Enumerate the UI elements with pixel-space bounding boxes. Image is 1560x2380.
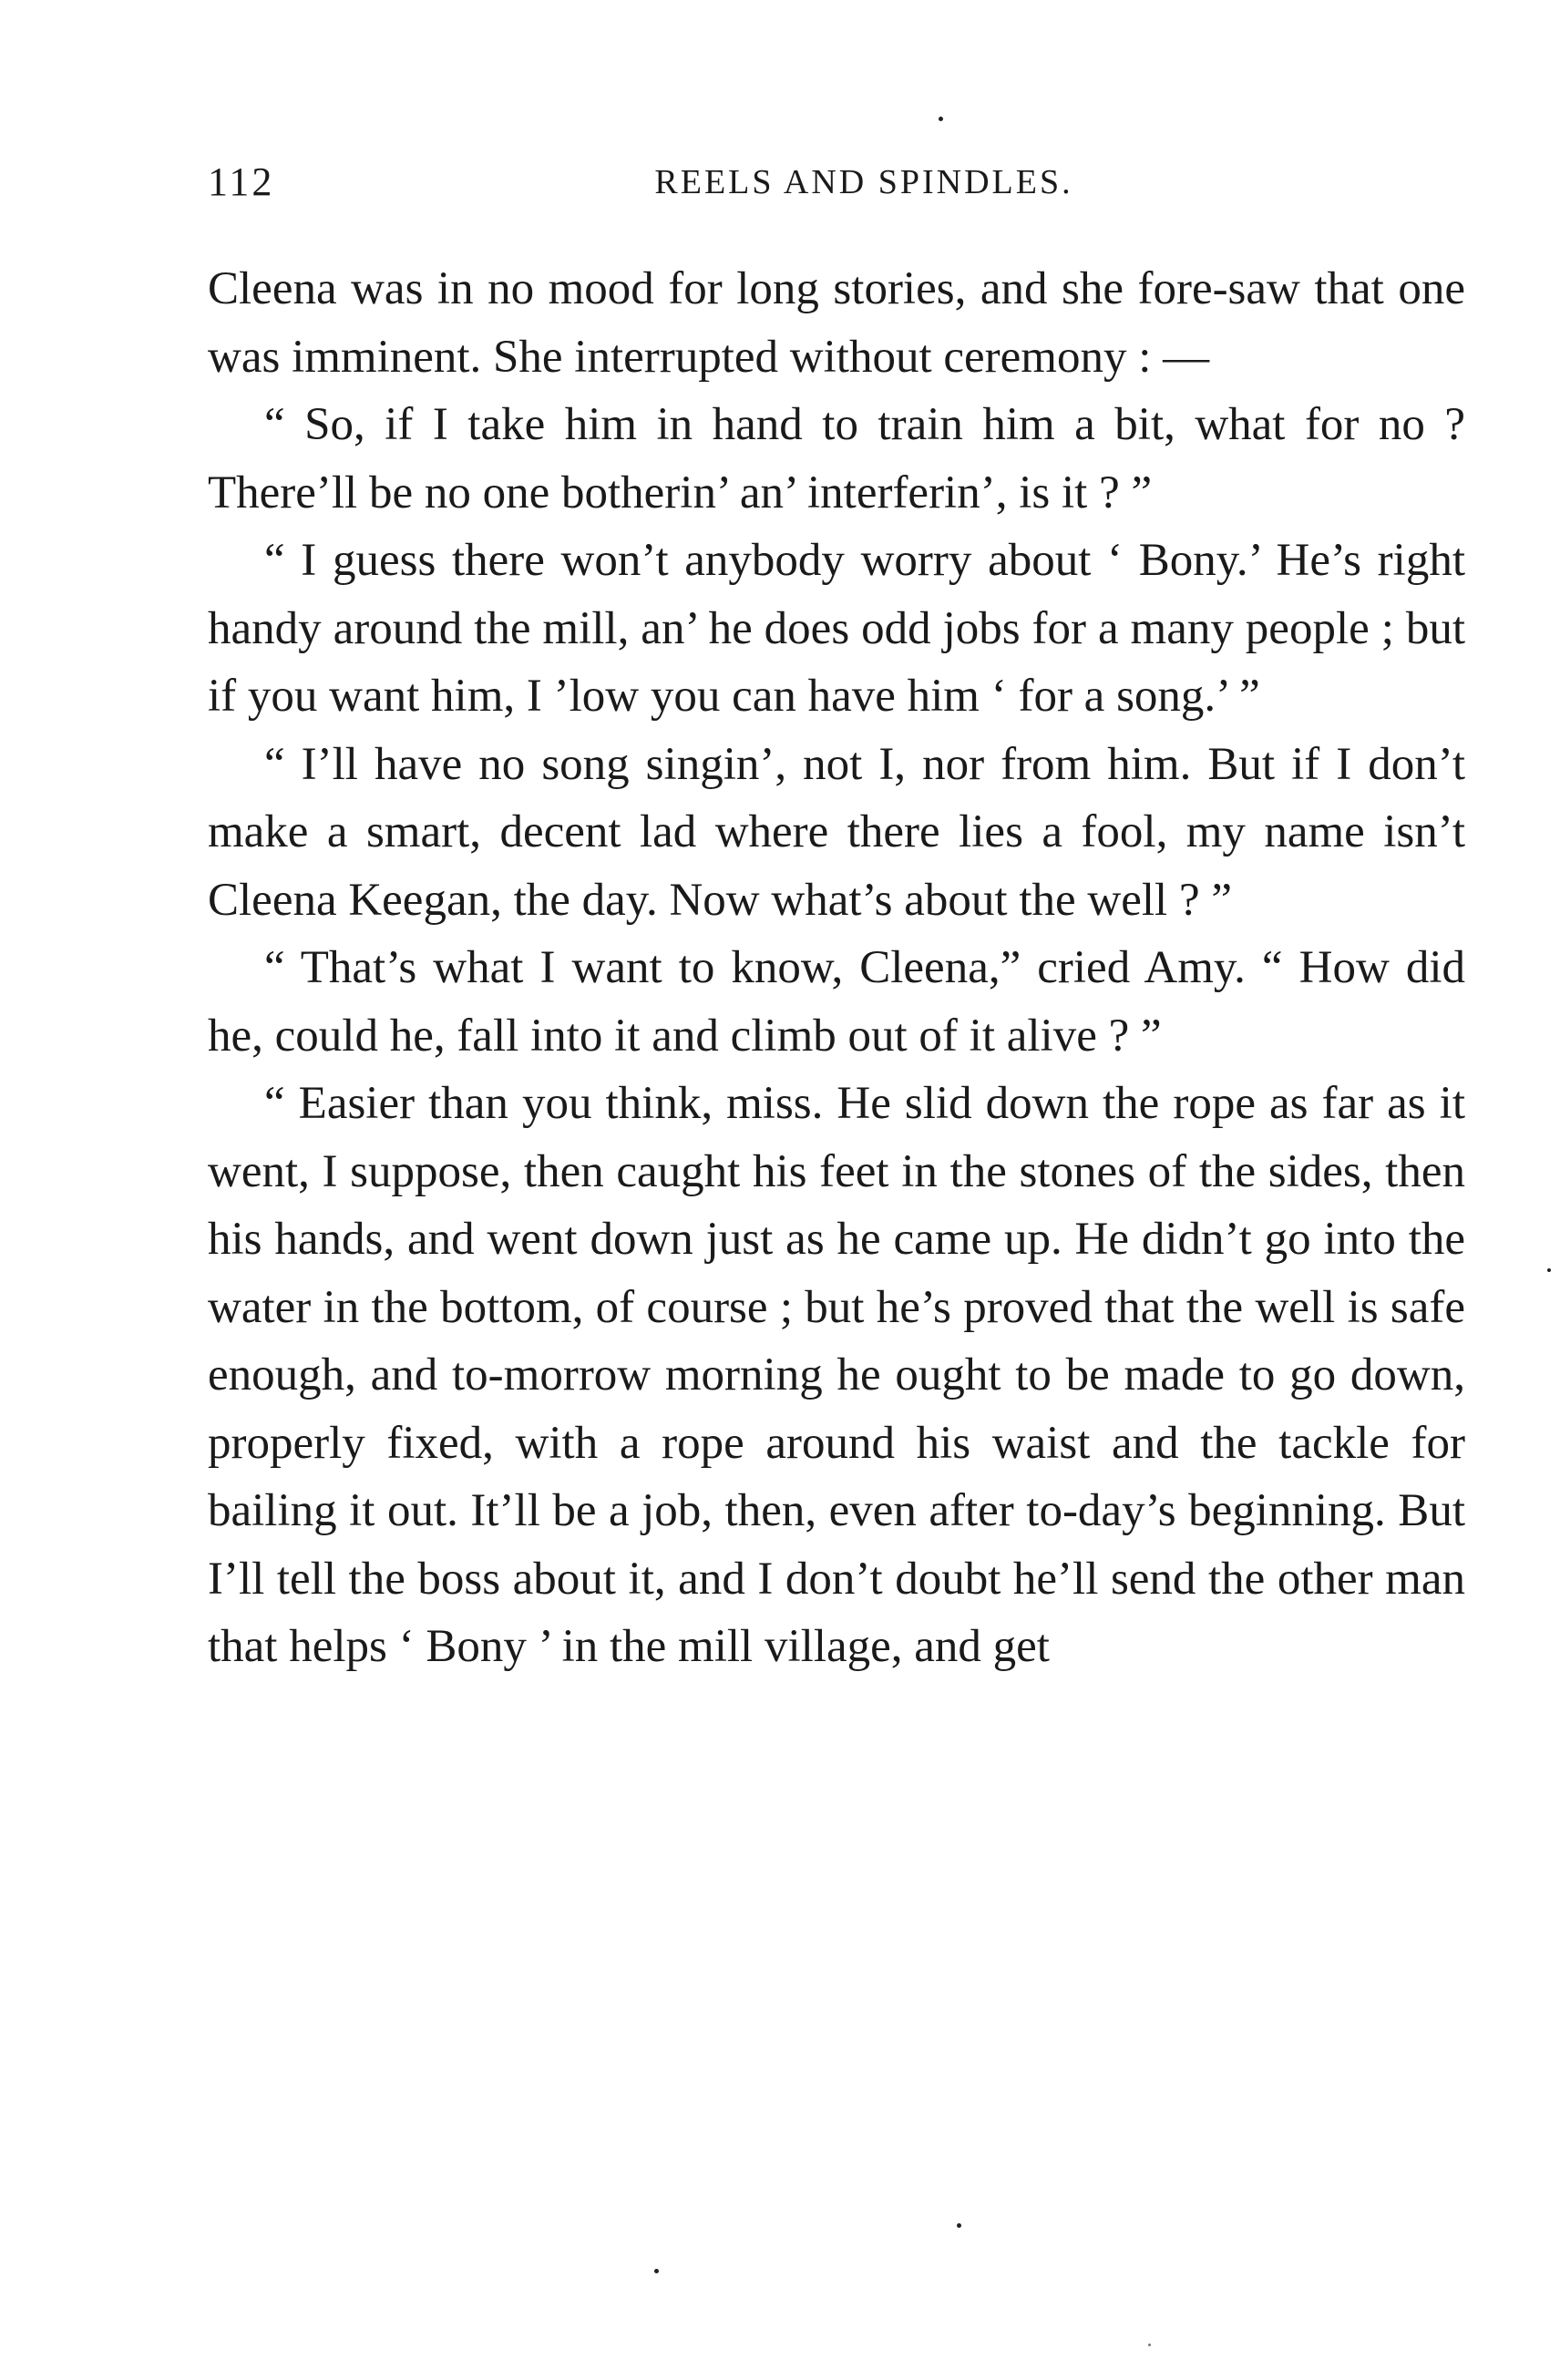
print-speck (1148, 2344, 1151, 2346)
print-speck (957, 2223, 961, 2228)
paragraph-1: Cleena was in no mood for long stories, and she fore-saw that one was imminent. She interrupted without ceremony : — (208, 263, 1465, 383)
body-text (208, 255, 1465, 1681)
running-title: REELS AND SPINDLES. (654, 163, 1073, 201)
print-speck (654, 2269, 659, 2273)
paragraph-2: “ So, if I take him in hand to train him a bit, what for no ? There’ll be no one botherin’ an’ interferin’, is it ? ” (208, 399, 1465, 518)
paragraph-3: “ I guess there won’t anybody worry about ‘ Bony.’ He’s right handy around the mill, an’ he does odd jobs for a many people ; but if you want him, I ’low you can have him ‘ for a song.’ ” (208, 535, 1465, 722)
print-speck (939, 117, 943, 121)
running-head (208, 155, 1465, 210)
print-speck (1547, 1268, 1551, 1272)
paragraph-6: “ Easier than you think, miss. He slid down the rope as far as it went, I suppose, then caught his feet in the stones of the sides, then his hands, and went down just as he came up. He didn’t go into the water in the bottom, of course ; but he’s proved that the well is safe enough, and to-morrow morning he ought to be made to go down, properly fixed, with a rope around his waist and the tackle for bailing it out. It’ll be a job, then, even after to-day’s beginning. But I’ll tell the boss about it, and I don’t doubt he’ll send the other man that helps ‘ Bony ’ in the mill village, and get (208, 1078, 1465, 1672)
page-number: 112 (208, 159, 275, 204)
paragraph-4: “ I’ll have no song singin’, not I, nor from him. But if I don’t make a smart, decent lad where there lies a fool, my name isn’t Cleena Keegan, the day. Now what’s about the well ? ” (208, 738, 1465, 926)
paragraph-5: “ That’s what I want to know, Cleena,” cried Amy. “ How did he, could he, fall into it and climb out of it alive ? ” (208, 942, 1465, 1062)
